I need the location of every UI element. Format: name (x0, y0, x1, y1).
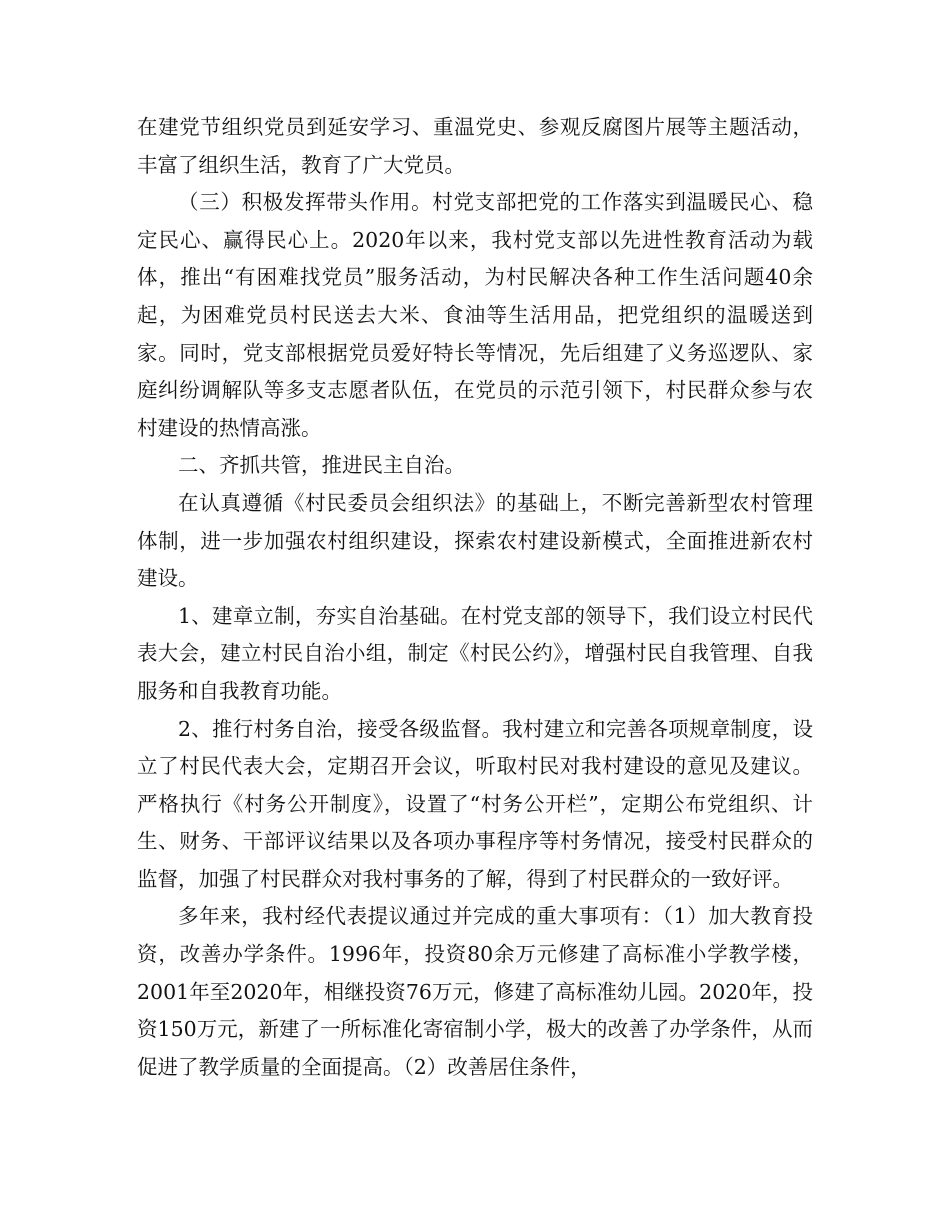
paragraph-continuation: 在建党节组织党员到延安学习、重温党史、参观反腐图片展等主题活动，丰富了组织生活，教育了广大党员。 (137, 115, 813, 177)
paragraph-item-two: 2、推行村务自治，接受各级监督。我村建立和完善各项规章制度，设立了村民代表大会，定期召开会议，听取村民对我村建设的意见及建议。严格执行《村务公开制度》，设置了“村务公开栏”，定期公布党组织、计生、财务、干部评议结果以及各项办事程序等村务情况，接受村民群众的监督，加强了村民群众对我村事务的了解，得到了村民群众的一致好评。 (137, 716, 813, 891)
paragraph-section-three: （三）积极发挥带头作用。村党支部把党的工作落实到温暖民心、稳定民心、赢得民心上。2020年以来，我村党支部以先进性教育活动为载体，推出“有困难找党员”服务活动，为村民解决各种工作生活问题40余起，为困难党员村民送去大米、食油等生活用品，把党组织的温暖送到家。同时，党支部根据党员爱好特长等情况，先后组建了义务巡逻队、家庭纠纷调解队等多支志愿者队伍，在党员的示范引领下，村民群众参与农村建设的热情高涨。 (137, 190, 813, 440)
paragraph-item-one: 1、建章立制，夯实自治基础。在村党支部的领导下，我们设立村民代表大会，建立村民自治小组，制定《村民公约》，增强村民自我管理、自我服务和自我教育功能。 (137, 603, 813, 703)
document-body (137, 109, 813, 1086)
heading-section-two: 二、齐抓共管，推进民主自治。 (178, 453, 465, 478)
paragraph-intro: 在认真遵循《村民委员会组织法》的基础上，不断完善新型农村管理体制，进一步加强农村组织建设，探索农村建设新模式，全面推进新农村建设。 (137, 490, 813, 591)
paragraph-major-items: 多年来，我村经代表提议通过并完成的重大事项有：（1）加大教育投资，改善办学条件。1996年，投资80余万元修建了高标准小学教学楼，2001年至2020年，相继投资76万元，修建了高标准幼儿园。2020年，投资150万元，新建了一所标准化寄宿制小学，极大的改善了办学条件，从而促进了教学质量的全面提高。（2）改善居住条件， (137, 904, 813, 1079)
